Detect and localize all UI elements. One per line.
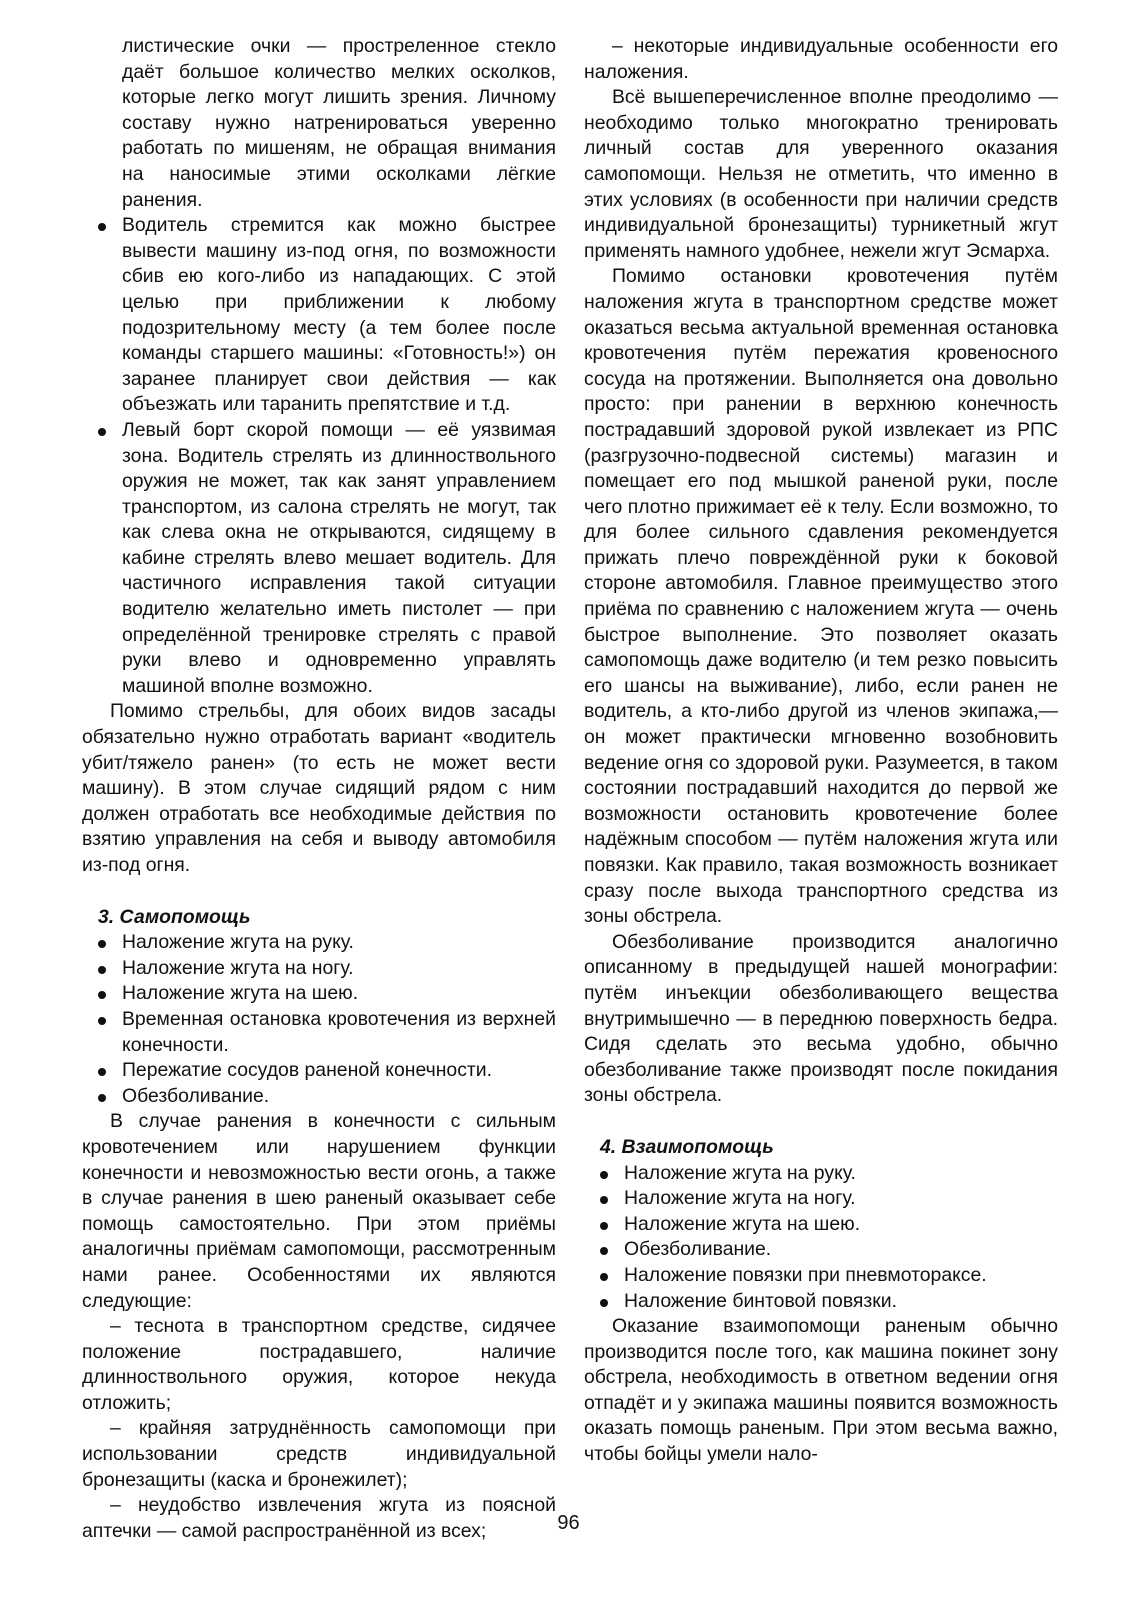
paragraph: Помимо остановки кровотечения путём наложения жгута в транспортном средстве может оказаться весьма актуальной временная остановка кровотечения путём пережатия кровеносного сосуда на протяжении. Выполняется она довольно просто: при ранении в верхнюю конечность пострадавший здоровой рукой извлекает из РПС (разгрузочно-подвесной системы) магазин и помещает его под мышкой раненой руки, после чего плотно прижимает её к телу. Если возможно, то для более сильного сдавления рекомендуется прижать плечо повреждённой руки к боковой стороне автомобиля. Главное преимущество этого приёма по сравнению с наложением жгута — очень быстрое выполнение. Это позволяет оказать самопомощь даже водителю (и тем резко повысить его шансы на выживание), либо, если ранен не водитель, а кто-либо другой из членов экипажа,— он может практически мгновенно возобновить ведение огня со здоровой руки. Разумеется, в таком состоянии пострадавший находится до первой же возможности остановить кровотечение более надёжным способом — путём наложения жгута или повязки. Как правило, такая возможность возникает сразу после выхода транспортного средства из зоны обстрела.	[584, 265, 1058, 928]
dash-item: – теснота в транспортном средстве, сидячее положение пострадавшего, наличие длинноствольного оружия, которое некуда отложить;	[82, 1315, 556, 1414]
section-heading: 3. Самопомощь	[98, 905, 251, 928]
list-item: Левый борт скорой помощи — её уязвимая зона. Водитель стрелять из длинноствольного оружия не может, так как занят управлением транспортом, из салона стрелять не могут, так как слева окна не открываются, сидящему в кабине стрелять влево мешает водитель. Для частичного исправления такой ситуации водителю желательно иметь пистолет — при определённой тренировке стрелять с правой руки влево и одновременно управлять машиной вполне возможно.	[82, 418, 556, 700]
bullet-list-top	[82, 34, 556, 699]
list-item: Обезболивание.	[82, 1084, 556, 1110]
list-item: листические очки — простреленное стекло даёт большое количество мелких осколков, которые легко могут лишить зрения. Личному составу нужно натренироваться уверенно работать по мишеням, не обращая внимания на наносимые этими осколками лёгкие ранения.	[122, 35, 556, 211]
list-item: Наложение жгута на ногу.	[82, 956, 556, 982]
list-item: Временная остановка кровотечения из верхней конечности.	[82, 1007, 556, 1058]
list-item: Наложение бинтовой повязки.	[584, 1289, 1058, 1315]
left-column	[82, 34, 556, 1544]
bullet-list-mutual-help	[584, 1161, 1058, 1315]
dash-item: – неудобство извлечения жгута из поясной аптечки — самой распространённой из всех;	[82, 1494, 556, 1542]
paragraph: Всё вышеперечисленное вполне преодолимо — необходимо только многократно тренировать личный состав для уверенного оказания самопомощи. Нельзя не отметить, что именно в этих условиях (в особенности при наличии средств индивидуальной бронезащиты) турникетный жгут применять намного удобнее, нежели жгут Эсмарха.	[584, 86, 1058, 262]
list-item: Наложение жгута на шею.	[584, 1212, 1058, 1238]
paragraph: В случае ранения в конечности с сильным кровотечением или нарушением функции конечности и невозможностью вести огонь, а также в случае ранения в шею раненый оказывает себе помощь самостоятельно. При этом приёмы аналогичны приёмам самопомощи, рассмотренным нами ранее. Особенностями их являются следующие:	[82, 1110, 556, 1312]
right-column	[584, 34, 1058, 1468]
dash-item: – некоторые индивидуальные особенности его наложения.	[584, 35, 1058, 83]
list-item: Наложение повязки при пневмотораксе.	[584, 1263, 1058, 1289]
list-item: Водитель стремится как можно быстрее вывести машину из-под огня, по возможности сбив ею кого-либо из нападающих. С этой целью при приближении к любому подозрительному месту (а тем более после команды старшего машины: «Готовность!») он заранее планирует свои действия — как объезжать или таранить препятствие и т.д.	[82, 213, 556, 418]
list-item: Наложение жгута на руку.	[584, 1161, 1058, 1187]
list-item: Пережатие сосудов раненой конечности.	[82, 1058, 556, 1084]
paragraph: Помимо стрельбы, для обоих видов засады обязательно нужно отработать вариант «водитель убит/тяжело ранен» (то есть не может вести машину). В этом случае сидящий рядом с ним должен отработать все необходимые действия по взятию управления на себя и выводу автомобиля из-под огня.	[82, 700, 556, 876]
list-item: Наложение жгута на руку.	[82, 930, 556, 956]
list-item: Наложение жгута на шею.	[82, 981, 556, 1007]
paragraph: Обезболивание производится аналогично описанному в предыдущей нашей монографии: путём инъекции обезболивающего вещества внутримышечно — в переднюю поверхность бедра. Сидя сделать это весьма удобно, обычно обезболивание также производят после покидания зоны обстрела.	[584, 930, 1058, 1107]
paragraph: Оказание взаимопомощи раненым обычно производится после того, как машина покинет зону обстрела, необходимость в ответном ведении огня отпадёт и у экипажа машины появится возможность оказать помощь раненым. При этом весьма важно, чтобы бойцы умели нало-	[584, 1315, 1058, 1466]
list-item: Наложение жгута на ногу.	[584, 1186, 1058, 1212]
section-heading: 4. Взаимопомощь	[600, 1135, 774, 1158]
dash-item: – крайняя затруднённость самопомощи при использовании средств индивидуальной бронезащиты (каска и бронежилет);	[82, 1417, 556, 1491]
bullet-list-self-help	[82, 930, 556, 1109]
page-number: 96	[557, 1512, 580, 1534]
list-item: Обезболивание.	[584, 1237, 1058, 1263]
